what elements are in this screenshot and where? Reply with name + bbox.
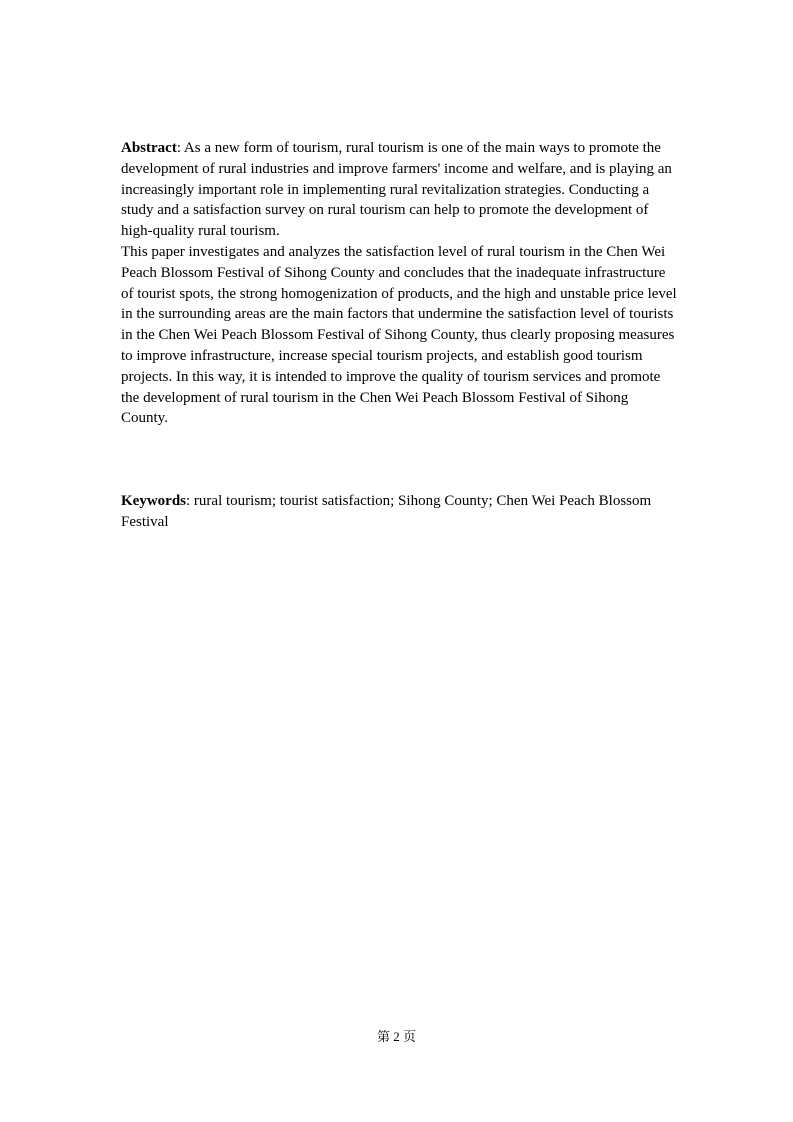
abstract-separator: : <box>176 140 184 156</box>
abstract-label: Abstract <box>121 140 177 156</box>
keywords-text: rural tourism; tourist satisfaction; Sihong County; Chen Wei Peach Blossom Festival <box>121 493 652 530</box>
keywords-section <box>121 491 677 533</box>
keywords-label: Keywords <box>121 493 186 510</box>
keywords-paragraph <box>121 491 677 533</box>
page-number-footer: 第 2 页 <box>376 1029 416 1044</box>
abstract-paragraph-2: This paper investigates and analyzes the satisfaction level of rural tourism in the Chen Wei Peach Blossom Festival of Sihong County and concludes that the inadequate infrastructure of tourist spots, the strong homogenization of products, and the high and unstable price level in the surrounding areas are the main factors that undermine the satisfaction level of tourists in the Chen Wei Peach Blossom Festival of Sihong County, thus clearly proposing measures to improve infrastructure, increase special tourism projects, and establish good tourism projects. In this way, it is intended to improve the quality of tourism services and promote the development of rural tourism in the Chen Wei Peach Blossom Festival of Sihong County. <box>121 243 677 427</box>
abstract-section <box>121 138 677 429</box>
keywords-separator: : <box>186 493 194 510</box>
abstract-paragraph-1 <box>121 138 677 242</box>
page-content <box>121 138 677 533</box>
abstract-text-1: As a new form of tourism, rural tourism is one of the main ways to promote the development of rural industries and improve farmers' income and welfare, and is playing an increasingly important role in implementing rural revitalization strategies. Conducting a study and a satisfaction survey on rural tourism can help to promote the development of high-quality rural tourism. <box>121 140 672 240</box>
